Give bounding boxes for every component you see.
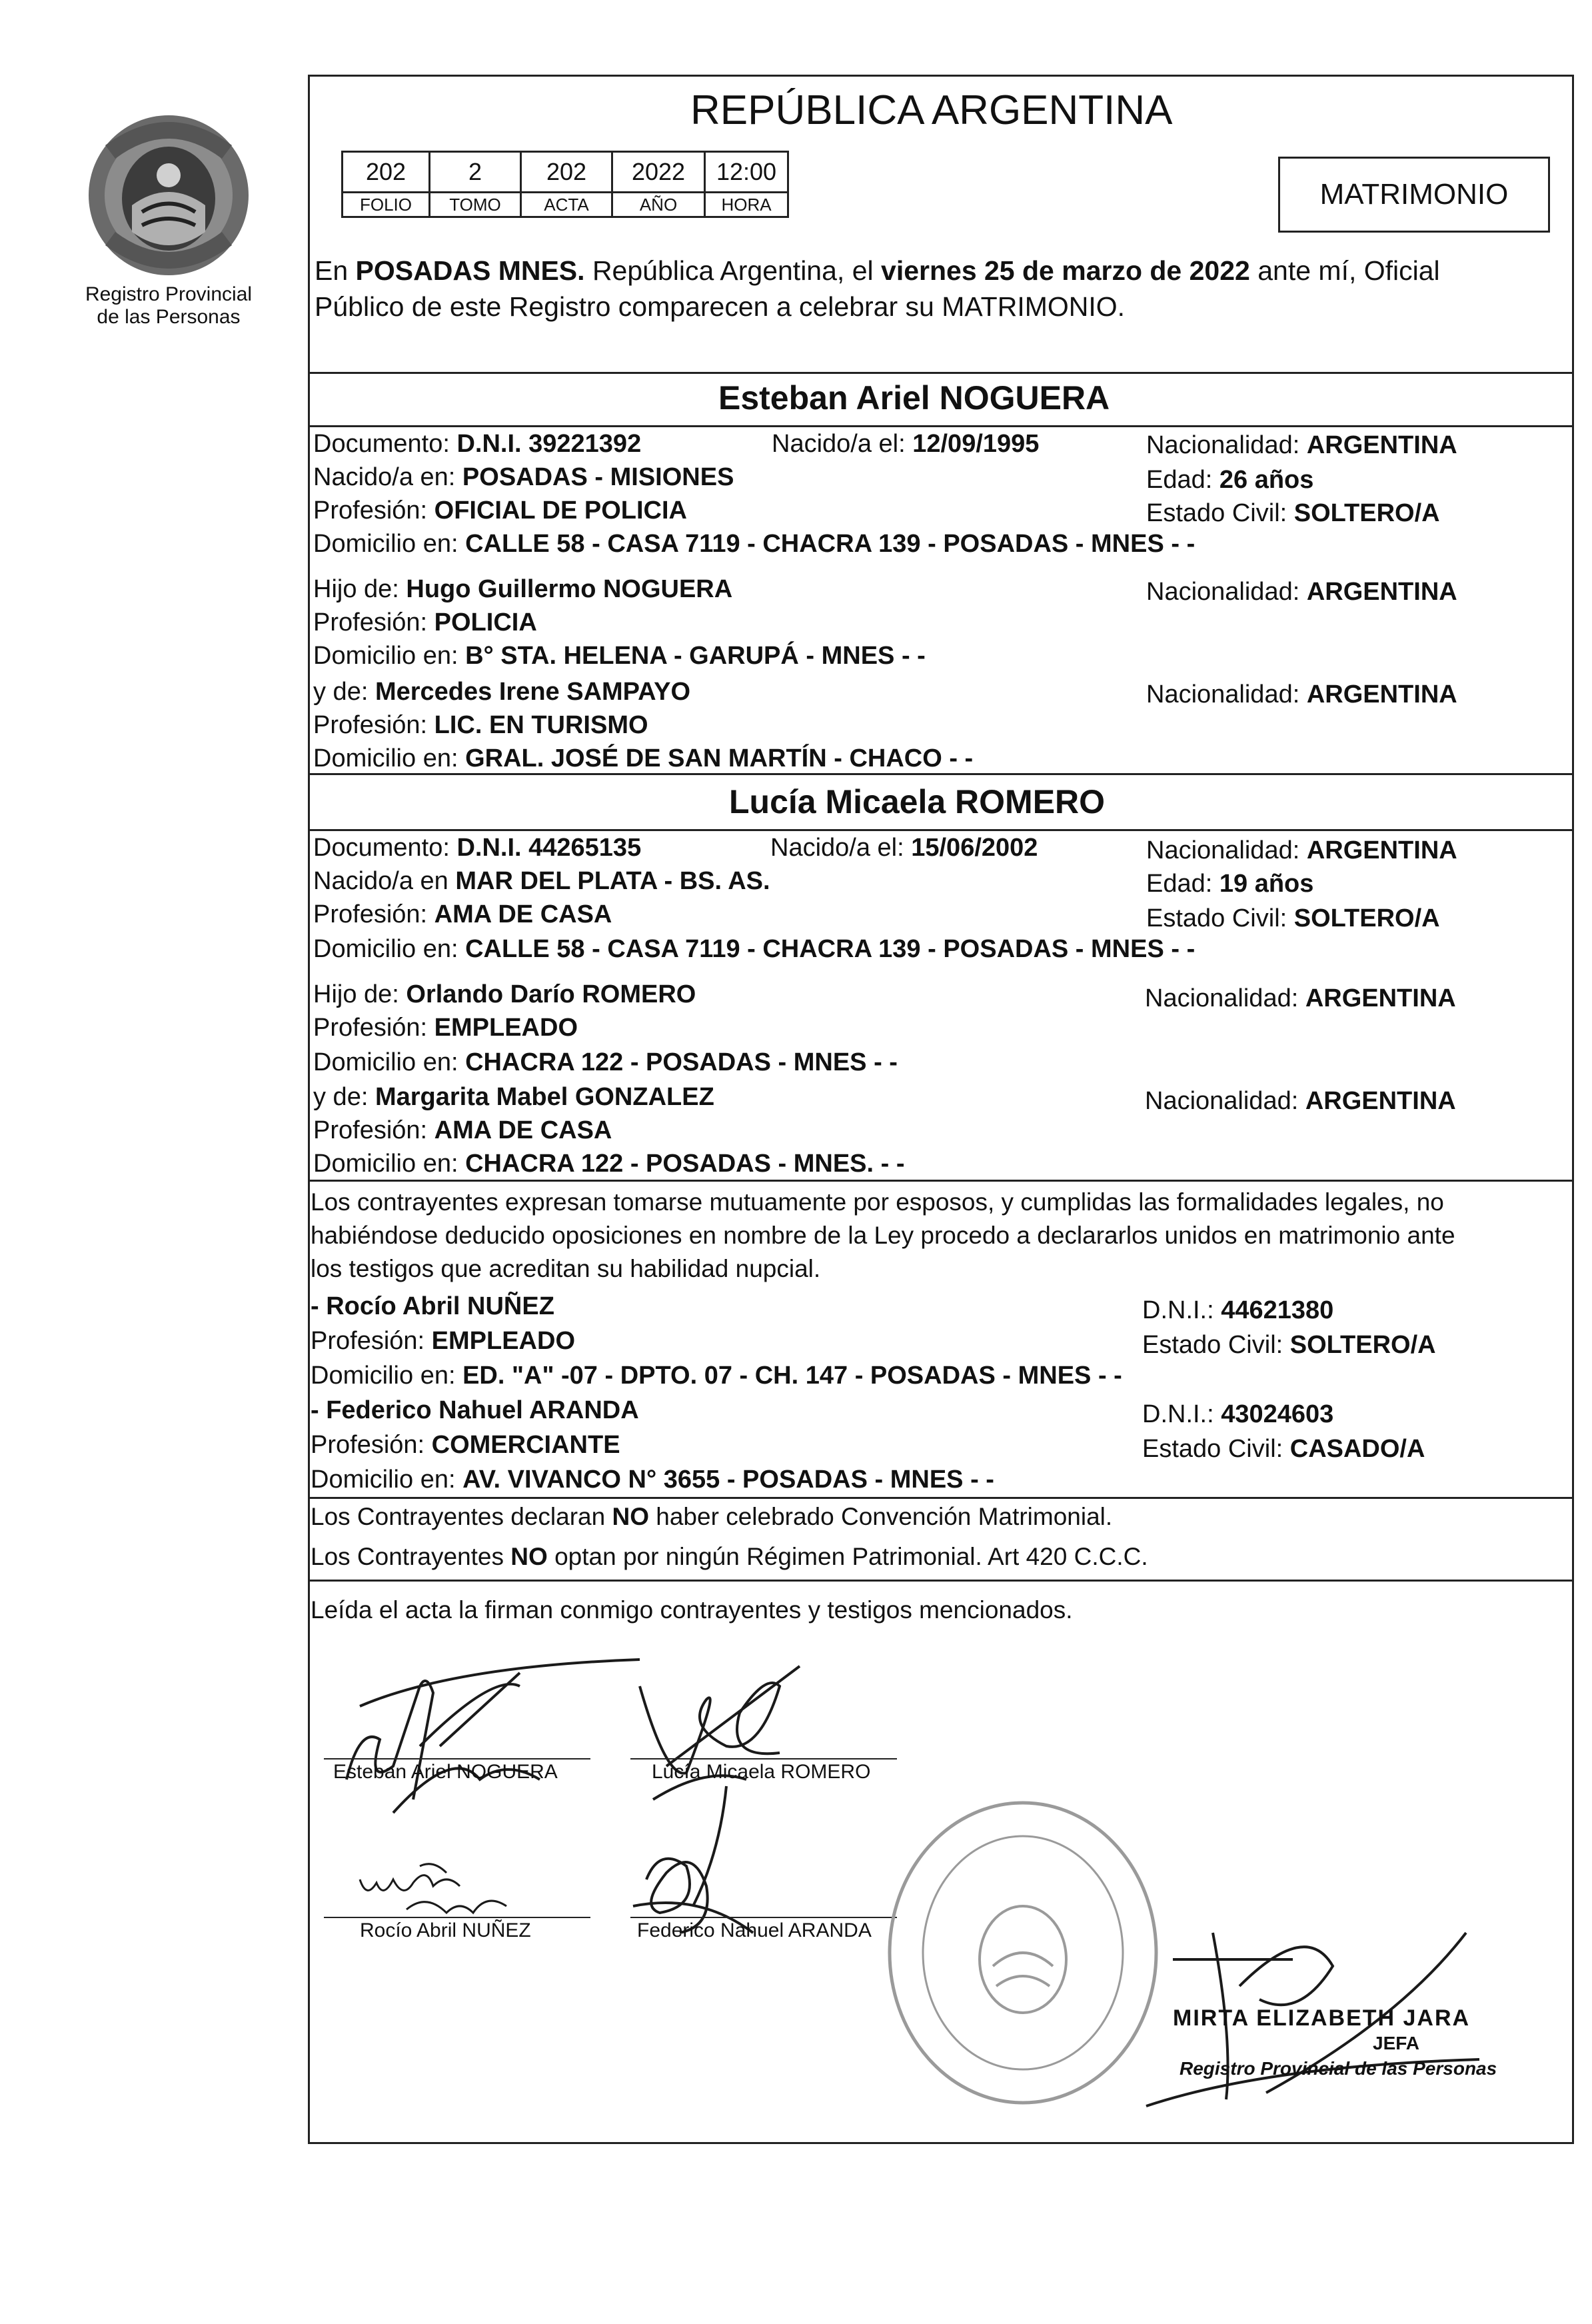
witness1-address: Domicilio en: ED. "A" -07 - DPTO. 07 - CH. 147 - POSADAS - MNES - - bbox=[311, 1362, 1122, 1390]
divider-agreements-end bbox=[308, 1580, 1574, 1582]
year-caption: AÑO bbox=[612, 193, 705, 217]
witness2-civil-status: Estado Civil: CASADO/A bbox=[1142, 1435, 1425, 1463]
c2-birthdate: Nacido/a el: 15/06/2002 bbox=[770, 834, 1038, 862]
c2-mother: y de: Margarita Mabel GONZALEZ bbox=[313, 1083, 714, 1111]
c1-father: Hijo de: Hugo Guillermo NOGUERA bbox=[313, 575, 733, 603]
divider-c2-name bbox=[308, 829, 1574, 831]
witness2-profession: Profesión: COMERCIANTE bbox=[311, 1431, 620, 1459]
declaration-line3: los testigos que acreditan su habilidad nupcial. bbox=[311, 1255, 821, 1282]
official-office: Registro Provincial de las Personas bbox=[1180, 2058, 1497, 2079]
official-name: MIRTA ELIZABETH JARA bbox=[1173, 2005, 1471, 2031]
c1-nationality: Nacionalidad: ARGENTINA bbox=[1146, 431, 1457, 459]
witness1-profession: Profesión: EMPLEADO bbox=[311, 1327, 576, 1355]
contrayente1-name: Esteban Ariel NOGUERA bbox=[718, 379, 1110, 417]
intro-line1 bbox=[315, 255, 1440, 287]
record-type-box: MATRIMONIO bbox=[1278, 157, 1550, 233]
year-value: 2022 bbox=[612, 152, 705, 193]
c2-nationality: Nacionalidad: ARGENTINA bbox=[1146, 836, 1457, 864]
c1-age: Edad: 26 años bbox=[1146, 466, 1314, 494]
emblem-caption-line2: de las Personas bbox=[97, 306, 241, 328]
declaration-line2: habiéndose deducido oposiciones en nombre de la Ley procedo a declararlos unidos en matrimonio ante bbox=[311, 1222, 1455, 1249]
c1-profession: Profesión: OFICIAL DE POLICIA bbox=[313, 497, 687, 525]
intro-mid: República Argentina, el bbox=[584, 255, 882, 286]
acta-caption: ACTA bbox=[521, 193, 612, 217]
signature-line-4 bbox=[630, 1917, 897, 1918]
c1-address: Domicilio en: CALLE 58 - CASA 7119 - CHACRA 139 - POSADAS - MNES - - bbox=[313, 530, 1195, 558]
c2-address: Domicilio en: CALLE 58 - CASA 7119 - CHACRA 139 - POSADAS - MNES - - bbox=[313, 935, 1195, 963]
folio-caption: FOLIO bbox=[343, 193, 430, 217]
c2-birthplace: Nacido/a en MAR DEL PLATA - BS. AS. bbox=[313, 867, 770, 895]
country-title: REPÚBLICA ARGENTINA bbox=[690, 87, 1173, 133]
divider-witnesses-end bbox=[308, 1497, 1574, 1499]
c2-mother-address: Domicilio en: CHACRA 122 - POSADAS - MNES. - - bbox=[313, 1150, 905, 1178]
signature-caption-1: Esteban Ariel NOGUERA bbox=[333, 1761, 558, 1783]
folio-value: 202 bbox=[343, 152, 430, 193]
acta-value: 202 bbox=[521, 152, 612, 193]
divider-c1-end bbox=[308, 773, 1574, 775]
contrayente2-name: Lucía Micaela ROMERO bbox=[729, 783, 1106, 820]
signature-rocio bbox=[347, 1853, 533, 1926]
divider-c2-end bbox=[308, 1180, 1574, 1182]
witness2-address: Domicilio en: AV. VIVANCO N° 3655 - POSADAS - MNES - - bbox=[311, 1466, 994, 1494]
c2-document: Documento: D.N.I. 44265135 bbox=[313, 834, 642, 862]
witness1-dni: D.N.I.: 44621380 bbox=[1142, 1296, 1334, 1324]
c2-father-nationality: Nacionalidad: ARGENTINA bbox=[1145, 984, 1456, 1012]
c2-father-profession: Profesión: EMPLEADO bbox=[313, 1014, 578, 1042]
signature-caption-2: Lucía Micaela ROMERO bbox=[652, 1761, 871, 1783]
hour-caption: HORA bbox=[705, 193, 788, 217]
c2-mother-profession: Profesión: AMA DE CASA bbox=[313, 1116, 612, 1144]
c2-father-address: Domicilio en: CHACRA 122 - POSADAS - MNES - - bbox=[313, 1048, 898, 1076]
c1-document: Documento: D.N.I. 39221392 bbox=[313, 430, 642, 458]
declaration-line1: Los contrayentes expresan tomarse mutuamente por esposos, y cumplidas las formalidades legales, no bbox=[311, 1188, 1444, 1216]
c2-mother-nationality: Nacionalidad: ARGENTINA bbox=[1145, 1087, 1456, 1115]
registry-stamp-icon bbox=[880, 1793, 1166, 2113]
intro-place: POSADAS MNES. bbox=[355, 255, 585, 286]
intro-tail: ante mí, Oficial bbox=[1249, 255, 1440, 286]
c1-birthdate: Nacido/a el: 12/09/1995 bbox=[772, 430, 1040, 458]
witness1-name: - Rocío Abril NUÑEZ bbox=[311, 1292, 554, 1320]
c2-profession: Profesión: AMA DE CASA bbox=[313, 900, 612, 928]
official-title: JEFA bbox=[1373, 2033, 1420, 2053]
signature-line-2 bbox=[630, 1758, 897, 1759]
witness1-civil-status: Estado Civil: SOLTERO/A bbox=[1142, 1331, 1436, 1359]
hour-value: 12:00 bbox=[705, 152, 788, 193]
emblem-caption-line1: Registro Provincial bbox=[85, 283, 253, 305]
tomo-caption: TOMO bbox=[430, 193, 521, 217]
agreement-line1: Los Contrayentes declaran NO haber celebrado Convención Matrimonial. bbox=[311, 1503, 1113, 1530]
witness2-name: - Federico Nahuel ARANDA bbox=[311, 1396, 639, 1424]
seal-icon bbox=[79, 105, 259, 285]
record-index-table bbox=[341, 151, 789, 218]
c2-father: Hijo de: Orlando Darío ROMERO bbox=[313, 980, 696, 1008]
c2-age: Edad: 19 años bbox=[1146, 870, 1314, 898]
c1-birthplace: Nacido/a en: POSADAS - MISIONES bbox=[313, 463, 734, 491]
intro-line2: Público de este Registro comparecen a celebrar su MATRIMONIO. bbox=[315, 291, 1126, 322]
c1-mother-nationality: Nacionalidad: ARGENTINA bbox=[1146, 680, 1457, 708]
c1-mother: y de: Mercedes Irene SAMPAYO bbox=[313, 678, 691, 706]
signature-caption-4: Federico Nahuel ARANDA bbox=[637, 1919, 872, 1941]
c1-father-nationality: Nacionalidad: ARGENTINA bbox=[1146, 578, 1457, 606]
province-emblem bbox=[79, 105, 259, 285]
divider-c1-name bbox=[308, 425, 1574, 427]
c1-father-address: Domicilio en: B° STA. HELENA - GARUPÁ - MNES - - bbox=[313, 642, 926, 670]
c1-mother-address: Domicilio en: GRAL. JOSÉ DE SAN MARTÍN - CHACO - - bbox=[313, 744, 974, 772]
agreement-line2: Los Contrayentes NO optan por ningún Régimen Patrimonial. Art 420 C.C.C. bbox=[311, 1543, 1148, 1570]
signature-caption-3: Rocío Abril NUÑEZ bbox=[360, 1919, 531, 1941]
c1-father-profession: Profesión: POLICIA bbox=[313, 608, 537, 636]
witness2-dni: D.N.I.: 43024603 bbox=[1142, 1400, 1334, 1428]
tomo-value: 2 bbox=[430, 152, 521, 193]
intro-en: En bbox=[315, 255, 356, 286]
divider-header bbox=[308, 372, 1574, 374]
signature-line-1 bbox=[324, 1758, 590, 1759]
intro-date: viernes 25 de marzo de 2022 bbox=[881, 255, 1250, 286]
closing-text: Leída el acta la firman conmigo contrayentes y testigos mencionados. bbox=[311, 1596, 1073, 1624]
signature-esteban bbox=[320, 1646, 666, 1826]
signature-line-3 bbox=[324, 1917, 590, 1918]
c1-civil-status: Estado Civil: SOLTERO/A bbox=[1146, 499, 1440, 527]
c2-civil-status: Estado Civil: SOLTERO/A bbox=[1146, 904, 1440, 932]
c1-mother-profession: Profesión: LIC. EN TURISMO bbox=[313, 711, 648, 739]
